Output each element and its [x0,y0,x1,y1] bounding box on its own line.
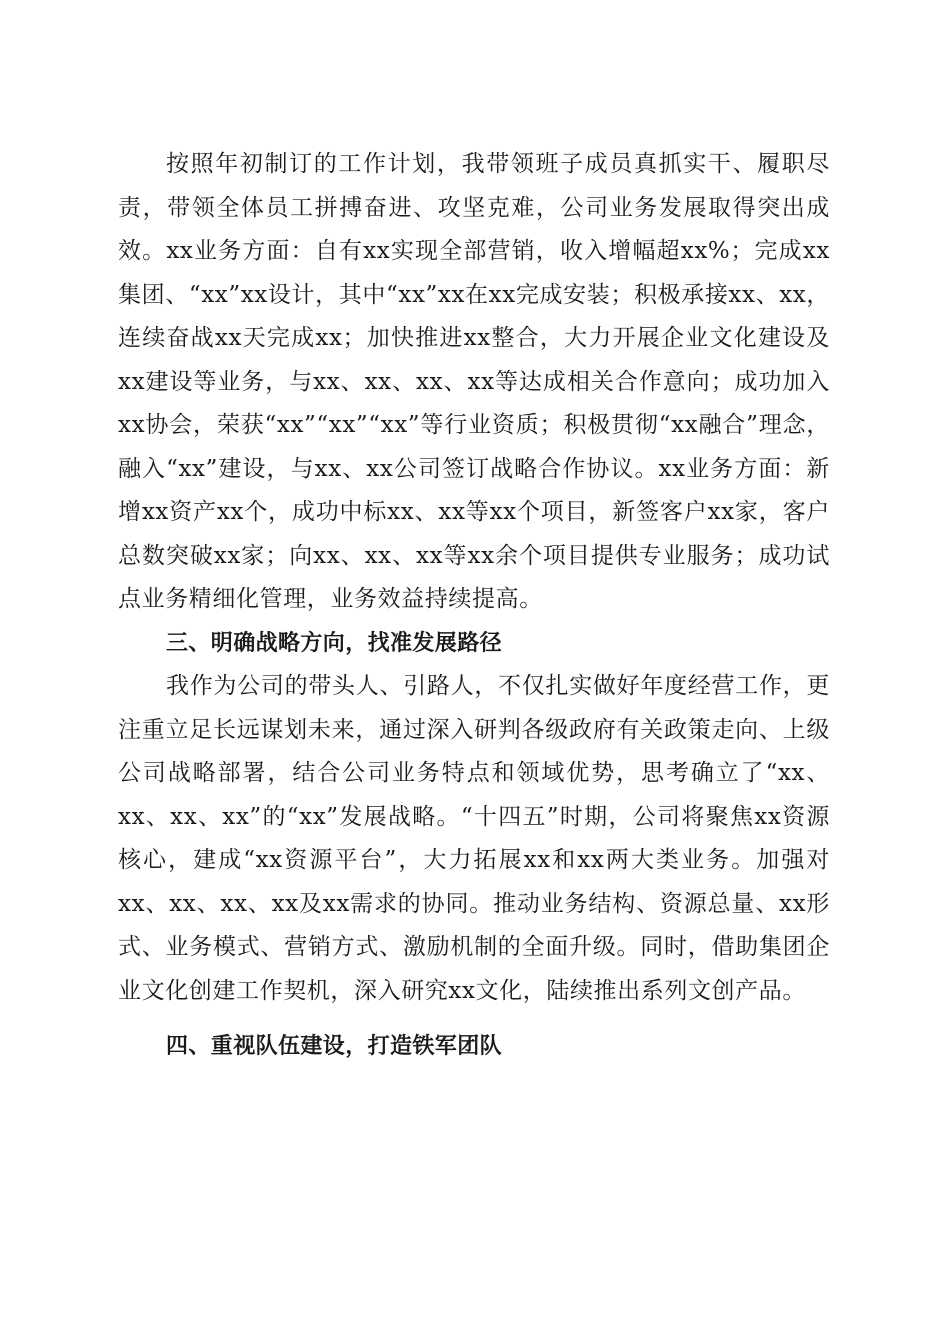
paragraph-work-results: 按照年初制订的工作计划，我带领班子成员真抓实干、履职尽责，带领全体员工拼搏奋进、攻坚克难，公司业务发展取得突出成效。xx业务方面：自有xx实现全部营销，收入增幅超xx%；完成xx集团、“xx”xx设计，其中“xx”xx在xx完成安装；积极承接xx、xx，连续奋战xx天完成xx；加快推进xx整合，大力开展企业文化建设及xx建设等业务，与xx、xx、xx、xx等达成相关合作意向；成功加入xx协会，荣获“xx”“xx”“xx”等行业资质；积极贯彻“xx融合”理念，融入“xx”建设，与xx、xx公司签订战略合作协议。xx业务方面：新增xx资产xx个，成功中标xx、xx等xx个项目，新签客户xx家，客户总数突破xx家；向xx、xx、xx等xx余个项目提供专业服务；成功试点业务精细化管理，业务效益持续提高。 [118,151,830,612]
section-heading-team: 四、重视队伍建设，打造铁军团队 [166,1034,503,1059]
document-body [118,143,830,1069]
section-heading-strategy: 三、明确战略方向，找准发展路径 [166,630,503,656]
paragraph-strategy: 我作为公司的带头人、引路人，不仅扎实做好年度经营工作，更注重立足长远谋划未来，通过深入研判各级政府有关政策走向、上级公司战略部署，结合公司业务特点和领域优势，思考确立了“xx、xx、xx、xx”的“xx”发展战略。“十四五”时期，公司将聚焦xx资源核心，建成“xx资源平台”，大力拓展xx和xx两大类业务。加强对xx、xx、xx、xx及xx需求的协同。推动业务结构、资源总量、xx形式、业务模式、营销方式、激励机制的全面升级。同时，借助集团企业文化创建工作契机，深入研究xx文化，陆续推出系列文创产品。 [118,673,830,1004]
